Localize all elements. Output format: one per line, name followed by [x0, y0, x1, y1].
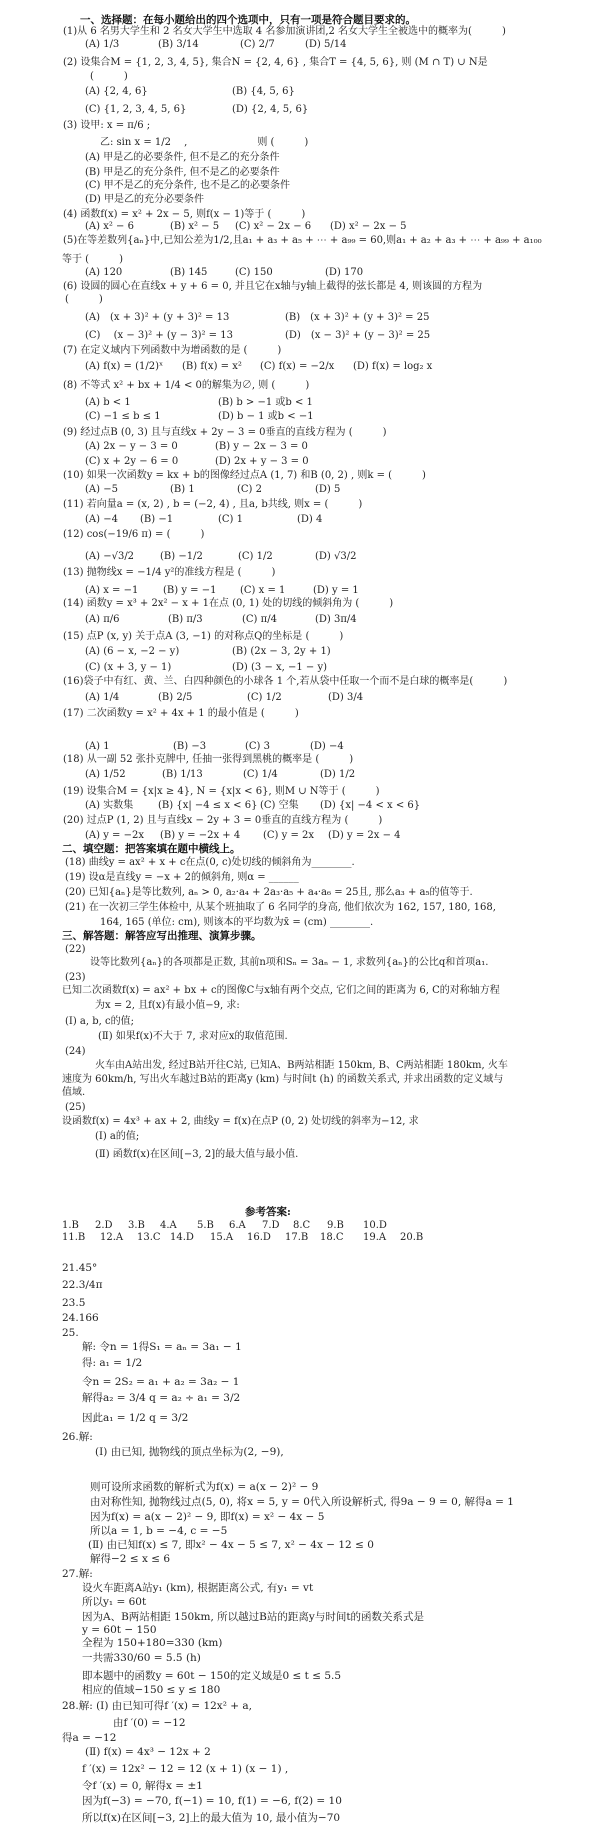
option-b: (B) 3/14: [158, 39, 199, 50]
solution-step: 所以f(x)在区间[−3, 2]上的最大值为 10, 最小值为−70: [82, 1812, 341, 1824]
question-text: 速度为 60km/h, 写出火车越过B站的距离y (km) 与时间t (h) 的函数关系式, 并求出函数的定义域与: [62, 1074, 504, 1085]
solution-step: 则可设所求函数的解析式为f(x) = a(x − 2)² − 9: [90, 1481, 319, 1493]
option-b: (B) (2x − 3, 2y + 1): [232, 646, 331, 657]
option-b: (B) {x| −4 ≤ x < 6}: [158, 800, 258, 811]
solution-step: 因为f(x) = a(x − 2)² − 9, 即f(x) = x² − 4x − 5: [90, 1511, 325, 1523]
answer-item: 9.B: [327, 1220, 344, 1231]
solution-step: 解得a₂ = 3/4 q = a₂ ÷ a₁ = 3/2: [82, 1392, 241, 1404]
option-d: (D) {2, 4, 5, 6}: [232, 104, 309, 115]
option-b: (B) 1/13: [162, 769, 203, 780]
option-d: (D) y = 1: [313, 585, 359, 596]
option-b: (B) f(x) = x²: [182, 361, 242, 372]
answer-item: 6.A: [229, 1220, 246, 1231]
option-c: (C) 150: [235, 267, 273, 278]
solution-step: 因为f(−3) = −70, f(−1) = 10, f(1) = −6, f(2) = 10: [82, 1795, 342, 1807]
question-stem: (20) 过点P (1, 2) 且与直线x − 2y + 3 = 0垂直的直线方程为 ( ): [63, 815, 383, 826]
question-stem: (17) 二次函数y = x² + 4x + 1 的最小值是 ( ): [63, 708, 299, 719]
question-stem: (1)从 6 名男大学生和 2 名女大学生中选取 4 名参加演讲团,2 名女大学生全被选中的概率为( ): [63, 26, 506, 37]
solution-step: (Ⅰ) 由已知, 抛物线的顶点坐标为(2, −9),: [95, 1446, 284, 1458]
question-stem: (6) 设圆的圆心在直线x + y + 6 = 0, 并且它在x轴与y轴上截得的弦长都是 4, 则该圆的方程为: [63, 281, 483, 292]
solution-label: 25.: [62, 1327, 79, 1339]
option-c: (C) (x − 3)² + (y − 3)² = 13: [85, 330, 233, 341]
fill-question: (21) 在一次初三学生体检中, 从某个班抽取了 6 名同学的身高, 他们依次为 162, 157, 180, 168,: [65, 902, 496, 913]
option-c: (C) x² − 2x − 6: [235, 221, 312, 232]
answer-bracket: ( ): [90, 71, 128, 82]
option-a: (A) (6 − x, −2 − y): [85, 646, 180, 657]
solution-step: 所以a = 1, b = −4, c = −5: [90, 1525, 228, 1537]
question-stem: (5)在等差数列{aₙ}中,已知公差为1/2,且a₁ + a₃ + a₅ + ⋯ + a₉₉ = 60,则a₁ + a₂ + a₃ + ⋯ + a₉₉ + a₁₀₀: [63, 235, 542, 246]
solution-step: (Ⅱ) 由已知f(x) ≤ 7, 即x² − 4x − 5 ≤ 7, x² − 4x − 12 ≤ 0: [88, 1539, 374, 1551]
option-c: (C) 2: [237, 484, 262, 495]
solution-step: y = 60t − 150: [82, 1624, 157, 1636]
question-stem: (12) cos(−19/6 π) = ( ): [63, 529, 205, 540]
question-text: 已知二次函数f(x) = ax² + bx + c的图像C与x轴有两个交点, 它们之间的距离为 6, C的对称轴方程: [62, 985, 500, 996]
question-stem: (11) 若向量a = (x, 2) , b = (−2, 4) , 且a, b共线, 则x = ( ): [63, 499, 363, 510]
option-c: (C) 2/7: [240, 39, 275, 50]
answer-bracket: ( ): [65, 294, 103, 305]
option-c: (C) x + 2y − 6 = 0: [85, 456, 179, 467]
answer-item: 12.A: [100, 1232, 124, 1243]
solution-step: 令f ′(x) = 0, 解得x = ±1: [82, 1780, 203, 1792]
option-c: (C) (x + 3, y − 1): [85, 662, 172, 673]
solution-step: 由对称性知, 抛物线过点(5, 0), 将x = 5, y = 0代入所设解析式, 得9a − 9 = 0, 解得a = 1: [90, 1496, 514, 1508]
solution-step: 因此a₁ = 1/2 q = 3/2: [82, 1412, 189, 1424]
option-d: (D) (3 − x, −1 − y): [232, 662, 328, 673]
fill-answer: 21.45°: [62, 1262, 98, 1274]
option-c: (C) x = 1: [240, 585, 286, 596]
answer-item: 8.C: [293, 1220, 311, 1231]
answer-item: 1.B: [62, 1220, 79, 1231]
option-c: (C) 甲不是乙的充分条件, 也不是乙的必要条件: [85, 180, 290, 191]
question-stem-cont: 等于 ( ): [62, 254, 123, 265]
answer-item: 18.C: [320, 1232, 344, 1243]
answer-item: 19.A: [363, 1232, 387, 1243]
fill-answer: 22.3/4π: [62, 1279, 103, 1291]
option-b: (B) −3: [173, 741, 207, 752]
option-d: (D) x² − 2x − 5: [330, 221, 407, 232]
question-stem: (13) 抛物线x = −1/4 y²的准线方程是 ( ): [63, 567, 276, 578]
option-c: (C) 1: [218, 514, 243, 525]
option-a: (A) f(x) = (1/2)ˣ: [85, 361, 164, 372]
fill-question-cont: 164, 165 (单位: cm), 则该本的平均数为x̄ = (cm) ________.: [100, 917, 374, 928]
fill-question: (20) 已知{aₙ}是等比数列, aₙ > 0, a₂·a₄ + 2a₃·a₅ + a₄·a₆ = 25且, 那么a₃ + a₅的值等于.: [65, 887, 473, 898]
option-a: (A) 120: [85, 267, 123, 278]
option-a: (A) (x + 3)² + (y + 3)² = 13: [85, 312, 230, 323]
solution-step: 由f ′(0) = −12: [113, 1717, 186, 1729]
option-a: (A) x² − 6: [85, 221, 134, 232]
question-subpart: (Ⅰ) a的值;: [95, 1131, 140, 1142]
solution-step: f ′(x) = 12x² − 12 = 12 (x + 1) (x − 1) ,: [82, 1763, 289, 1775]
option-a: (A) 实数集: [85, 800, 134, 811]
question-stem: (2) 设集合M = {1, 2, 3, 4, 5}, 集合N = {2, 4, 6} , 集合T = {4, 5, 6}, 则 (M ∩ T) ∪ N是: [63, 57, 488, 68]
solution-step: 解得−2 ≤ x ≤ 6: [90, 1553, 171, 1565]
option-c: (C) 1/2: [247, 692, 282, 703]
question-label: (25): [65, 1102, 86, 1113]
question-stem: (16)袋子中有红、黄、兰、白四种颜色的小球各 1 个,若从袋中任取一个而不是白球的概率是( ): [63, 676, 508, 687]
option-b: (B) {4, 5, 6}: [232, 86, 295, 97]
question-text: 为x = 2, 且f(x)有最小值−9, 求:: [95, 1000, 240, 1011]
question-label: (24): [65, 1046, 86, 1057]
solution-step: 得: a₁ = 1/2: [82, 1357, 143, 1369]
option-c: (C) −1 ≤ b ≤ 1: [85, 411, 161, 422]
solution-label: 26.解:: [62, 1431, 93, 1443]
option-a: (A) b < 1: [85, 397, 131, 408]
option-c: (C) 1/4: [243, 769, 278, 780]
option-a: (A) y = −2x: [85, 830, 144, 841]
option-b: (B) y = −2x + 4: [160, 830, 241, 841]
option-d: (D) −4: [310, 741, 344, 752]
answer-item: 16.D: [247, 1232, 271, 1243]
question-label: (23): [65, 972, 86, 983]
solution-label: 27.解:: [62, 1568, 93, 1580]
option-a: (A) π/6: [85, 614, 120, 625]
question-label: (22): [65, 944, 86, 955]
option-a: (A) x = −1: [85, 585, 139, 596]
answer-item: 7.D: [262, 1220, 280, 1231]
option-d: (D) 1/2: [320, 769, 356, 780]
option-d: (D) 甲是乙的充分必要条件: [85, 194, 204, 205]
question-stem: (19) 设集合M = {x|x ≥ 4}, N = {x|x < 6}, 则M ∪ N等于 ( ): [63, 786, 380, 797]
solution-step: 令n = 2S₂ = a₁ + a₂ = 3a₂ − 1: [82, 1376, 240, 1388]
answer-item: 10.D: [363, 1220, 387, 1231]
question-stem: (10) 如果一次函数y = kx + b的图像经过点A (1, 7) 和B (0, 2) , 则k = ( ): [63, 470, 426, 481]
option-b: (B) y = −1: [163, 585, 217, 596]
solution-step: 即本题中的函数y = 60t − 150的定义域是0 ≤ t ≤ 5.5: [82, 1670, 342, 1682]
answer-item: 15.A: [210, 1232, 234, 1243]
option-d: (D) (x − 3)² + (y − 3)² = 25: [285, 330, 431, 341]
fill-question: (18) 曲线y = ax² + x + c在点(0, c)处切线的倾斜角为________.: [65, 857, 355, 868]
answer-item: 2.D: [95, 1220, 113, 1231]
solution-step: 解: 令n = 1得S₁ = aₙ = 3a₁ − 1: [82, 1341, 242, 1353]
option-a: (A) −5: [85, 484, 118, 495]
option-b: (B) −1: [140, 514, 174, 525]
option-c: (C) 1/2: [238, 551, 273, 562]
solution-step: 相应的值域−150 ≤ y ≤ 180: [82, 1684, 221, 1696]
option-b: (B) 145: [170, 267, 208, 278]
option-d: (D) {x| −4 < x < 6}: [320, 800, 421, 811]
option-c: (C) 空集: [260, 800, 299, 811]
option-d: (D) 4: [297, 514, 323, 525]
option-d: (D) y = 2x − 4: [328, 830, 401, 841]
option-d: (D) f(x) = log₂ x: [353, 361, 433, 372]
answer-item: 11.B: [62, 1232, 86, 1243]
solution-step: 得a = −12: [62, 1732, 117, 1744]
option-d: (D) 2x + y − 3 = 0: [215, 456, 309, 467]
question-text: 火车由A站出发, 经过B站开往C站, 已知A、B两站相距 150km, B、C两站相距 180km, 火车: [95, 1060, 508, 1071]
option-b: (B) b > −1 或b < 1: [218, 397, 313, 408]
question-stem: (8) 不等式 x² + bx + 1/4 < 0的解集为∅, 则 ( ): [63, 380, 310, 391]
option-a: (A) −4: [85, 514, 118, 525]
option-c: (C) {1, 2, 3, 4, 5, 6}: [85, 104, 187, 115]
question-text: 设函数f(x) = 4x³ + ax + 2, 曲线y = f(x)在点P (0, 2) 处切线的斜率为−12, 求: [62, 1116, 419, 1127]
fill-answer: 24.166: [62, 1312, 99, 1324]
section-title-solutions: 三、解答题：解答应写出推理、演算步骤。: [62, 930, 262, 942]
question-stem-cont: 乙: sin x = 1/2 , 则 ( ): [100, 137, 309, 148]
section-title-fill-in: 二、填空题：把答案填在题中横线上。: [62, 843, 241, 855]
question-stem: (18) 从一副 52 张扑克牌中, 任抽一张得到黑桃的概率是 ( ): [63, 754, 354, 765]
question-stem: (9) 经过点B (0, 3) 且与直线x + 2y − 3 = 0垂直的直线方程为 ( ): [63, 427, 387, 438]
option-b: (B) 2/5: [158, 692, 193, 703]
answer-item: 14.D: [170, 1232, 194, 1243]
question-subpart: (Ⅱ) 如果f(x)不大于 7, 求对应x的取值范围.: [98, 1031, 288, 1042]
option-b: (B) x² − 5: [170, 221, 220, 232]
fill-answer: 23.5: [62, 1297, 86, 1309]
option-b: (B) 甲是乙的充分条件, 但不是乙的必要条件: [85, 167, 280, 178]
option-c: (C) f(x) = −2/x: [260, 361, 335, 372]
option-d: (D) 5/14: [305, 39, 347, 50]
section-title-multiple-choice: 一、选择题：在每小题给出的四个选项中，只有一项是符合题目要求的。: [80, 14, 416, 26]
question-stem: (7) 在定义域内下列函数中为增函数的是 ( ): [63, 345, 282, 356]
option-c: (C) π/4: [242, 614, 277, 625]
fill-question: (19) 设α是直线y = −x + 2的倾斜角, 则α = ______: [65, 872, 299, 883]
option-a: (A) {2, 4, 6}: [85, 86, 148, 97]
option-d: (D) 3π/4: [315, 614, 357, 625]
solution-step: 28.解: (Ⅰ) 由已知可得f ′(x) = 12x² + a,: [62, 1700, 253, 1712]
option-a: (A) −√3/2: [85, 551, 135, 562]
option-d: (D) 3/4: [328, 692, 364, 703]
question-stem: (14) 函数y = x³ + 2x² − x + 1在点 (0, 1) 处的切线的倾斜角为 ( ): [63, 598, 394, 609]
option-d: (D) √3/2: [315, 551, 357, 562]
answer-item: 5.B: [197, 1220, 214, 1231]
question-subpart: (Ⅰ) a, b, c的值;: [65, 1016, 134, 1027]
answer-item: 17.B: [285, 1232, 309, 1243]
solution-step: 全程为 150+180=330 (km): [82, 1637, 223, 1649]
question-stem: (4) 函数f(x) = x² + 2x − 5, 则f(x − 1)等于 ( ): [63, 209, 306, 220]
question-stem: (15) 点P (x, y) 关于点A (3, −1) 的对称点Q的坐标是 ( ): [63, 631, 344, 642]
answer-item: 13.C: [137, 1232, 161, 1243]
option-b: (B) y − 2x − 3 = 0: [215, 441, 308, 452]
option-d: (D) 170: [325, 267, 364, 278]
question-subpart: (Ⅱ) 函数f(x)在区间[−3, 2]的最大值与最小值.: [95, 1149, 299, 1160]
solution-step: 所以y₁ = 60t: [82, 1596, 147, 1608]
answer-item: 20.B: [400, 1232, 424, 1243]
solution-step: 一共需330/60 = 5.5 (h): [82, 1652, 201, 1664]
solution-step: (Ⅱ) f(x) = 4x³ − 12x + 2: [85, 1746, 211, 1758]
answer-key-title: 参考答案:: [245, 1206, 291, 1218]
option-a: (A) 1/4: [85, 692, 120, 703]
question-text: 值域.: [62, 1087, 86, 1098]
option-d: (D) 5: [315, 484, 341, 495]
option-a: (A) 1: [85, 741, 110, 752]
option-b: (B) π/3: [168, 614, 203, 625]
option-a: (A) 1/3: [85, 39, 120, 50]
option-d: (D) b − 1 或b < −1: [218, 411, 314, 422]
answer-item: 4.A: [160, 1220, 177, 1231]
option-b: (B) (x + 3)² + (y + 3)² = 25: [285, 312, 430, 323]
question-stem: (3) 设甲: x = π/6 ;: [63, 120, 151, 131]
solution-step: 因为A、B两站相距 150km, 所以越过B站的距离y与时间t的函数关系式是: [82, 1611, 425, 1623]
option-c: (C) 3: [245, 741, 270, 752]
answer-item: 3.B: [128, 1220, 145, 1231]
option-b: (B) −1/2: [160, 551, 203, 562]
option-c: (C) y = 2x: [263, 830, 315, 841]
option-b: (B) 1: [170, 484, 195, 495]
option-a: (A) 甲是乙的必要条件, 但不是乙的充分条件: [85, 152, 280, 163]
option-a: (A) 2x − y − 3 = 0: [85, 441, 178, 452]
option-a: (A) 1/52: [85, 769, 126, 780]
question-text: 设等比数列{aₙ}的各项都是正数, 其前n项和Sₙ = 3aₙ − 1, 求数列{aₙ}的公比q和首项a₁.: [90, 957, 489, 968]
solution-step: 设火车距离A站y₁ (km), 根据距离公式, 有y₁ = vt: [82, 1582, 314, 1594]
